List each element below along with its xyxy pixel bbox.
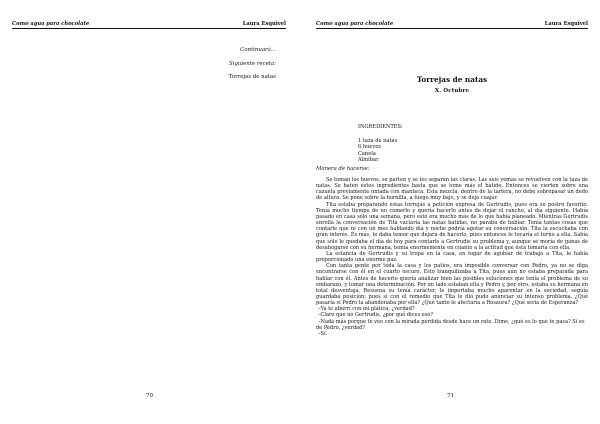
ingredient-item: Almíbar: [358, 156, 379, 163]
dialogue-line: –Nada más porque te veo con la mirada perdida desde hace un rato. Dime, ¿qué es lo que te pasa? Si es de Pedro, ¿verdad?: [316, 318, 585, 331]
ingredient-item: Canela: [358, 150, 376, 157]
author-name: Laura Esquivel: [544, 21, 588, 27]
running-header: [12, 17, 286, 29]
paragraph: Con tanta gente por toda la casa y los patios, era imposible conversar con Pedro, ya no se diga encontrarse con él en el cuarto oscuro. Esto tranquilizaba a Tita, pues aún no estaba preparada para hablar con él. Antes de hacerlo quería analizar bien las posibles soluciones que tenía el problema de su embarazo, y tomar una determinación. Por un lado estaban ella y Pedro y, por otro, estaba su hermana en total desventaja. Resuena su tenía carácter, le importaba mucho aparentar en la sociedad, seguía guardaba posición; pues si con el remedio que Tita le dio pudo anunciar su intenso problema. ¿Qué pasaría si Pedro la abandonaba por ella? ¿Qué tanto le afectaría a Rosaura? ¿Qué sería de Esperanza?: [316, 263, 588, 307]
next-recipe-name: Torrejas de natas: [228, 74, 276, 80]
book-title: Como agua para chocolate: [12, 21, 90, 27]
method-heading: Manera de hacerse:: [316, 166, 370, 172]
right-page: [300, 0, 600, 424]
chapter-closing: [156, 44, 276, 85]
body-text: [316, 177, 588, 337]
chapter-heading: X. Octubre: [434, 88, 470, 94]
page-number: 71: [447, 393, 454, 399]
book-title: Como agua para chocolate: [316, 21, 394, 27]
dialogue-line: –Claro que no Gertrudis, ¿por qué dices eso?: [318, 312, 434, 319]
ingredients-list: [358, 138, 397, 163]
recipe-title: Torrejas de natas: [416, 75, 488, 84]
paragraph: Se toman los huevos, se parten y se les separan las claras. Las seis yemas se revuelven con la taza de natas. Se baten estos ingredientes hasta que se tome más el batido. Entonces se vierten sobre una cazuela previamente untada con manteca. Esta mezcla, dentro de la tartera, no debe sobrepasar un dedo de altura. Se pone sobre la hornilla, a fuego muy bajo, y se deja cuajar.: [316, 177, 588, 202]
next-recipe-label: Siguiente receta:: [229, 60, 276, 67]
running-header: [316, 17, 588, 29]
paragraph: La estancia de Gertrudis y su tropa en la casa, en lugar de agobiar de trabajo a Tita, le había proporcionado una enorme paz.: [316, 250, 588, 264]
paragraph: Tita estaba preparando estas torrejas a petición expresa de Gertrudis, pues era su postre favorito. Tenía mucho tiempo de no comerlo y quería hacerlo antes de dejar el rancho, al día siguiente. Había pasado en casa sólo una semana, pero esto era mucho más de lo que había planeado. Mientras Gertrudis enrolla la conversación de Tita vaciaría las natas batidas, no paraba de hablar. Tenía tantas cosas que contarle que ni con un mes hablando día y noche podría agotar su conversación. Tita la escuchaba con gran interés. Es más, le daba temor que dejara de hacerlo, pues entonces le tocaría el turno a ella. Sabía que sólo le quedaba el día de hoy para contarle a Gertrudis su problema y, aunque se moría de ganas de desahogarse con su hermana, temía enormemente en cuanto a la actitud que ésta tomaría con ella.: [316, 201, 588, 251]
author-name: Laura Esquivel: [242, 21, 286, 27]
continued-note: Continuará...: [240, 47, 276, 53]
dialogue-line: –Sí.: [318, 330, 328, 337]
ingredient-item: 6 huevos: [358, 144, 381, 151]
ingredient-item: 1 taza de natas: [358, 138, 398, 144]
dialogue-line: –Ya te aburrí con mi plática, ¿verdad?: [318, 306, 415, 313]
ingredients-heading: INGREDIENTES:: [358, 124, 403, 130]
page-number: 70: [146, 393, 153, 399]
